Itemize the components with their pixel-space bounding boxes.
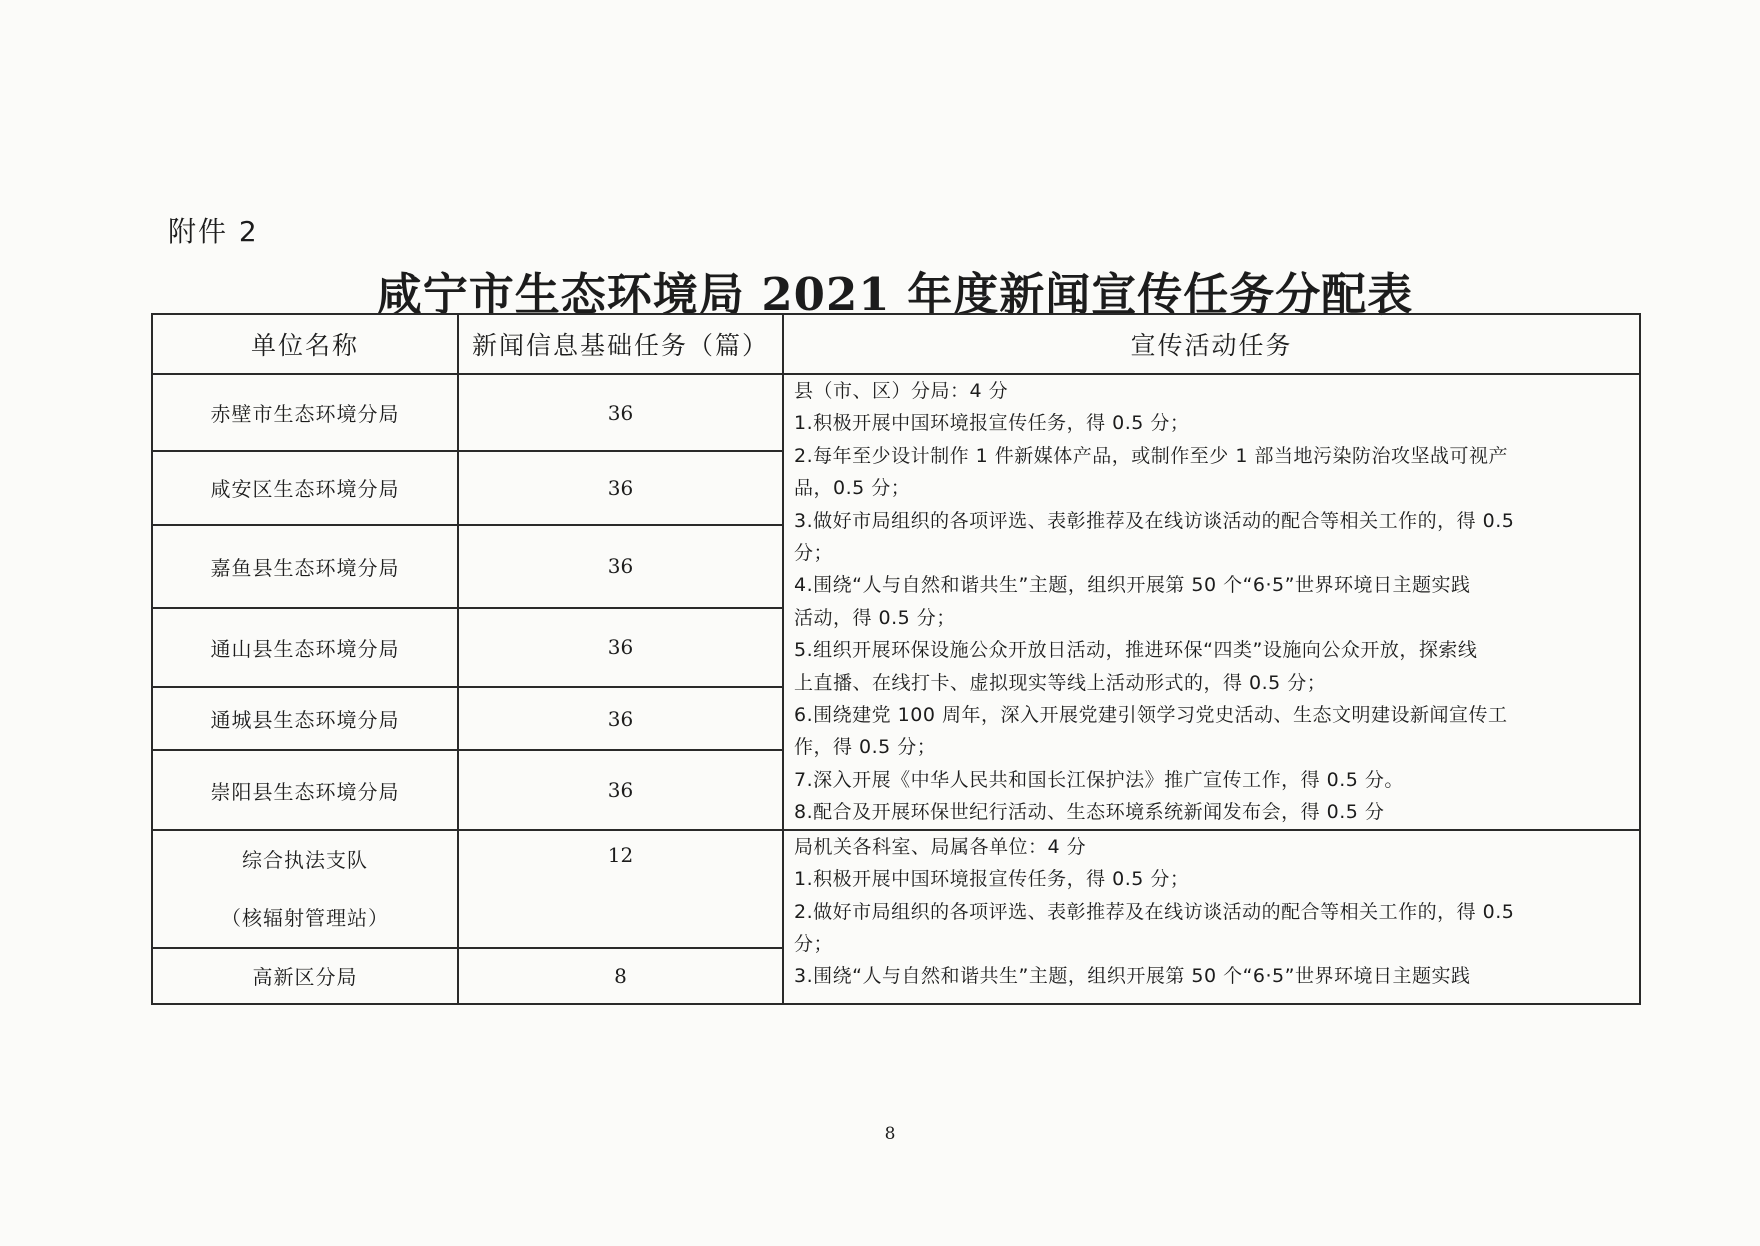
column-header-unit: 单位名称: [152, 314, 458, 374]
activity-line: 县（市、区）分局：4 分: [794, 380, 1009, 402]
activity-line: 活动，得 0.5 分；: [794, 606, 956, 629]
unit-name: 高新区分局: [152, 948, 458, 1004]
news-task-count: 36: [458, 374, 783, 451]
bureau-activities-cell: [783, 830, 1640, 1004]
activity-line: 1.积极开展中国环境报宣传任务，得 0.5 分；: [794, 412, 1190, 435]
column-header-activities: 宣传活动任务: [783, 314, 1640, 374]
activity-line: 品，0.5 分；: [794, 477, 911, 500]
activity-line: 作，得 0.5 分；: [794, 736, 937, 759]
activity-line: 4.围绕“人与自然和谐共生”主题，组织开展第 50 个“6·5”世界环境日主题实践: [794, 574, 1471, 597]
unit-name: 崇阳县生态环境分局: [152, 750, 458, 829]
activity-line: 2.每年至少设计制作 1 件新媒体产品，或制作至少 1 部当地污染防治攻坚战可视产: [794, 444, 1508, 467]
unit-name: 嘉鱼县生态环境分局: [152, 525, 458, 608]
county-activities-cell: [783, 374, 1640, 830]
activity-line: 上直播、在线打卡、虚拟现实等线上活动形式的，得 0.5 分；: [794, 671, 1327, 694]
news-task-count: 36: [458, 687, 783, 750]
task-allocation-table: [151, 313, 1641, 1005]
attachment-label: 附件 2: [168, 215, 259, 248]
news-task-count: 36: [458, 750, 783, 829]
document-title: 咸宁市生态环境局 2021 年度新闻宣传任务分配表: [376, 268, 1414, 321]
news-task-count: 8: [458, 948, 783, 1004]
news-task-count: 36: [458, 525, 783, 608]
activity-line: 分；: [794, 542, 834, 565]
activity-line: 7.深入开展《中华人民共和国长江保护法》推广宣传工作，得 0.5 分。: [794, 768, 1404, 791]
news-task-count: 12: [458, 830, 783, 948]
activity-line: 1.积极开展中国环境报宣传任务，得 0.5 分；: [794, 868, 1190, 891]
activity-line: 3.做好市局组织的各项评选、表彰推荐及在线访谈活动的配合等相关工作的，得 0.5: [794, 509, 1515, 532]
table-header-row: [152, 314, 1640, 374]
activity-line: 分；: [794, 932, 834, 955]
activity-line: 8.配合及开展环保世纪行活动、生态环境系统新闻发布会，得 0.5 分: [794, 801, 1385, 824]
unit-name: 通山县生态环境分局: [152, 608, 458, 687]
activity-line: 局机关各科室、局属各单位：4 分: [794, 835, 1087, 858]
unit-name: 咸安区生态环境分局: [152, 451, 458, 524]
news-task-count: 36: [458, 451, 783, 524]
unit-name-line2: （核辐射管理站）: [221, 905, 389, 930]
unit-name: 通城县生态环境分局: [152, 687, 458, 750]
activity-line: 3.围绕“人与自然和谐共生”主题，组织开展第 50 个“6·5”世界环境日主题实践: [794, 965, 1471, 988]
activity-line: 6.围绕建党 100 周年，深入开展党建引领学习党史活动、生态文明建设新闻宣传工: [794, 704, 1508, 727]
page-number: 8: [884, 1124, 896, 1144]
activity-line: 5.组织开展环保设施公众开放日活动，推进环保“四类”设施向公众开放，探索线: [794, 639, 1478, 662]
activity-line: 2.做好市局组织的各项评选、表彰推荐及在线访谈活动的配合等相关工作的，得 0.5: [794, 900, 1515, 923]
unit-name-line1: 综合执法支队: [242, 847, 368, 872]
unit-name: 赤壁市生态环境分局: [152, 374, 458, 451]
unit-name: [152, 830, 458, 948]
table-row: [152, 374, 1640, 451]
column-header-news-tasks: 新闻信息基础任务（篇）: [458, 314, 783, 374]
news-task-count: 36: [458, 608, 783, 687]
table-row: [152, 830, 1640, 948]
